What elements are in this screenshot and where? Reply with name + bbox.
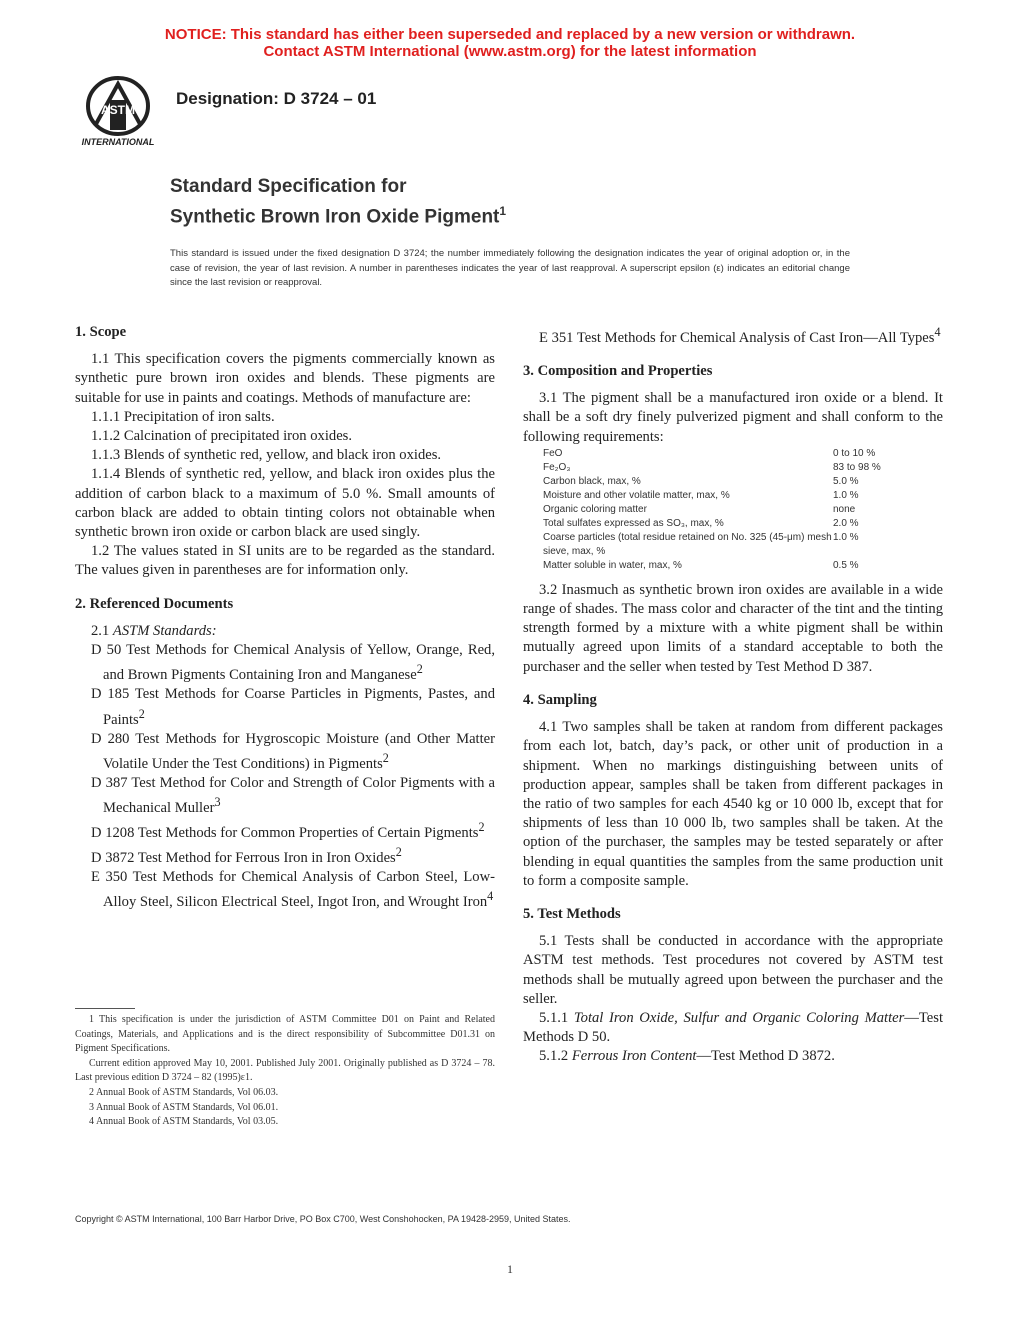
scope-1-1-1: 1.1.1 Precipitation of iron salts. <box>91 408 275 425</box>
scope-1-2: 1.2 The values stated in SI units are to be regarded as the standard. The values given in parentheses are for information only. <box>75 543 495 579</box>
astm-logo-icon <box>74 74 162 148</box>
scope-heading: 1. Scope <box>75 324 127 340</box>
table-row <box>543 461 903 475</box>
footnote-1: 1 This specification is under the jurisdiction of ASTM Committee D01 on Paint and Related Coatings, Materials, and Applications and is the direct responsibility of Subcommittee D01.31 on Pigment Specifications. <box>75 1014 495 1055</box>
left-column <box>75 323 495 913</box>
req-label: Carbon black, max, % <box>543 475 641 487</box>
scope-1-1-3: 1.1.3 Blends of synthetic red, yellow, and black iron oxides. <box>91 447 442 464</box>
table-row <box>543 517 903 531</box>
document-title <box>170 175 506 229</box>
item-num: 5.1.2 <box>539 1048 569 1065</box>
req-value: 1.0 % <box>833 489 859 501</box>
req-value: 0 to 10 % <box>833 447 876 459</box>
table-row <box>543 447 903 461</box>
ref-sup: 2 <box>382 750 389 765</box>
supersession-notice <box>0 26 1020 60</box>
ref-sup: 2 <box>416 662 423 677</box>
scope-1-1-2: 1.1.2 Calcination of precipitated iron oxides. <box>91 428 352 445</box>
ref-text: E 351 Test Methods for Chemical Analysis of Cast Iron—All Types <box>539 329 935 346</box>
footnotes <box>75 1008 495 1130</box>
req-label: FeO <box>543 447 563 459</box>
ref-text: D 1208 Test Methods for Common Properties of Certain Pigments <box>91 824 479 841</box>
ref-sup: 2 <box>138 706 145 721</box>
table-row <box>543 489 903 503</box>
footnote-2: 2 Annual Book of ASTM Standards, Vol 06.03. <box>89 1086 279 1098</box>
item-italic: Total Iron Oxide, Sulfur and Organic Coloring Matter <box>573 1009 905 1026</box>
req-label: Total sulfates expressed as SO₃, max, % <box>543 517 724 529</box>
page-number: 1 <box>507 1262 513 1276</box>
req-value: 83 to 98 % <box>833 461 881 473</box>
testmethods-5-1-1 <box>523 1009 943 1047</box>
ref-sup: 3 <box>214 795 221 810</box>
footnote-4: 4 Annual Book of ASTM Standards, Vol 03.05. <box>89 1116 279 1128</box>
sampling-4-1: 4.1 Two samples shall be taken at random from different packages from each lot, batch, day’s pack, or other unit of production in a shipment. When no markings distinguishing between units of production appear, samples shall be taken from different packages in the ratio of two samples for each 4540 kg or 10 000 lb, except that for shipments of less than 10 000 lb, two samples shall be taken. At the option of the purchaser, the samples may be tested separately or after blending in equal quantities the samples from the same production unit to form a composite sample. <box>523 719 943 889</box>
preamble: This standard is issued under the fixed designation D 3724; the number immediately following the designation indicates the year of original adoption or, in the case of revision, the year of last revision. A number in parentheses indicates the year of last reapproval. A superscript epsilon (ε) indicates an editorial change since the last revision or reapproval. <box>170 248 850 288</box>
notice-line-1: NOTICE: This standard has either been superseded and replaced by a new version or withdrawn. <box>164 26 856 43</box>
refdocs-subheading <box>75 622 495 641</box>
ref-text: D 387 Test Method for Color and Strength of Color Pigments with a Mechanical Muller <box>91 774 495 816</box>
scope-1-1-4: 1.1.4 Blends of synthetic red, yellow, and black iron oxides plus the addition of carbon black to a maximum of 5.0 %. Small amounts of carbon black are added to obtain tinting colors not obtainable when synthetic brown iron oxide or carbon black are used singly. <box>75 466 495 541</box>
refdocs-sub-label: ASTM Standards: <box>112 622 217 639</box>
req-label: Organic coloring matter <box>543 503 647 515</box>
logo-org-text: INTERNATIONAL <box>81 137 155 147</box>
footnote-rule <box>75 1008 135 1009</box>
ref-item <box>75 641 495 685</box>
ref-item <box>75 685 495 729</box>
right-column <box>523 323 943 1067</box>
req-label: Matter soluble in water, max, % <box>543 559 682 571</box>
req-value: 2.0 % <box>833 517 859 529</box>
ref-text: D 185 Test Methods for Coarse Particles in Pigments, Pastes, and Paints <box>91 686 495 728</box>
ref-sup: 2 <box>478 820 485 835</box>
table-row <box>543 475 903 489</box>
req-value: 0.5 % <box>833 559 859 571</box>
designation: Designation: D 3724 – 01 <box>176 89 377 108</box>
req-label: Moisture and other volatile matter, max, % <box>543 489 730 501</box>
item-rest: —Test Method D 3872. <box>696 1048 835 1065</box>
sampling-heading: 4. Sampling <box>523 691 597 708</box>
title-line-2-text: Synthetic Brown Iron Oxide Pigment <box>170 206 500 228</box>
title-line-2 <box>170 199 506 229</box>
ref-text: D 50 Test Methods for Chemical Analysis of Yellow, Orange, Red, and Brown Pigments Containing Iron and Manganese <box>91 642 495 684</box>
item-italic: Ferrous Iron Content <box>571 1048 697 1065</box>
refdocs-sub-num: 2.1 <box>91 622 110 639</box>
req-value: 1.0 % <box>833 531 859 543</box>
testmethods-5-1-2 <box>523 1047 943 1066</box>
ref-sup: 2 <box>395 845 402 860</box>
scope-1-1: 1.1 This specification covers the pigments commercially known as synthetic pure brown iron oxides and blends. These pigments are suitable for use in paints and coatings. Methods of manufacture are: <box>75 351 495 406</box>
ref-text: D 3872 Test Method for Ferrous Iron in Iron Oxides <box>91 850 396 867</box>
ref-text: E 350 Test Methods for Chemical Analysis of Carbon Steel, Low-Alloy Steel, Silicon Electrical Steel, Ingot Iron, and Wrought Iron <box>91 869 495 911</box>
requirements-table <box>543 447 903 573</box>
req-value: none <box>833 503 856 515</box>
ref-text: D 280 Test Methods for Hygroscopic Moisture (and Other Matter Volatile Under the Test Conditions) in Pigments <box>91 730 495 772</box>
item-num: 5.1.1 <box>539 1009 569 1026</box>
footnote-1b: Current edition approved May 10, 2001. Published July 2001. Originally published as D 3724 – 78. Last previous edition D 3724 – 82 (1995)ε1. <box>75 1057 495 1084</box>
copyright: Copyright © ASTM International, 100 Barr Harbor Drive, PO Box C700, West Conshohocken, PA 19428-2959, United States. <box>75 1214 571 1224</box>
composition-heading: 3. Composition and Properties <box>523 363 713 380</box>
ref-sup: 4 <box>487 889 494 904</box>
title-footnote-ref: 1 <box>499 204 507 218</box>
req-label: Fe₂O₃ <box>543 461 571 473</box>
composition-3-1: 3.1 The pigment shall be a manufactured iron oxide or a blend. It shall be a soft dry finely pulverized pigment and shall conform to the following requirements: <box>523 390 943 445</box>
table-row <box>543 531 903 559</box>
footnote-3: 3 Annual Book of ASTM Standards, Vol 06.01. <box>89 1101 279 1113</box>
testmethods-heading: 5. Test Methods <box>523 905 621 922</box>
refdocs-heading: 2. Referenced Documents <box>75 595 234 612</box>
ref-sup: 4 <box>934 325 941 339</box>
title-line-1: Standard Specification for <box>170 176 407 197</box>
ref-item <box>75 730 495 774</box>
ref-item <box>75 774 495 818</box>
table-row <box>543 559 903 573</box>
req-label: Coarse particles (total residue retained on No. 325 (45-μm) mesh sieve, max, % <box>543 531 832 557</box>
req-value: 5.0 % <box>833 475 859 487</box>
ref-item <box>75 818 495 843</box>
ref-item <box>75 843 495 868</box>
testmethods-5-1: 5.1 Tests shall be conducted in accordance with the appropriate ASTM test methods. Test procedures not covered by ASTM test methods shall be mutually agreed upon between the purchaser and the seller. <box>523 933 943 1007</box>
notice-line-2: Contact ASTM International (www.astm.org) for the latest information <box>263 43 757 60</box>
ref-item <box>75 868 495 912</box>
composition-3-2: 3.2 Inasmuch as synthetic brown iron oxides are available in a wide range of shades. The mass color and character of the tint and the tinting strength formed by a mixture with a white pigment shall be within mutually agreed upon limits of a standard acceptable to both the purchaser and the seller when tested by Test Method D 387. <box>523 581 943 675</box>
ref-item <box>523 323 943 348</box>
logo-mark: ASTM <box>101 103 135 117</box>
item-rest: —Test Methods D 50. <box>523 1009 943 1046</box>
table-row <box>543 503 903 517</box>
